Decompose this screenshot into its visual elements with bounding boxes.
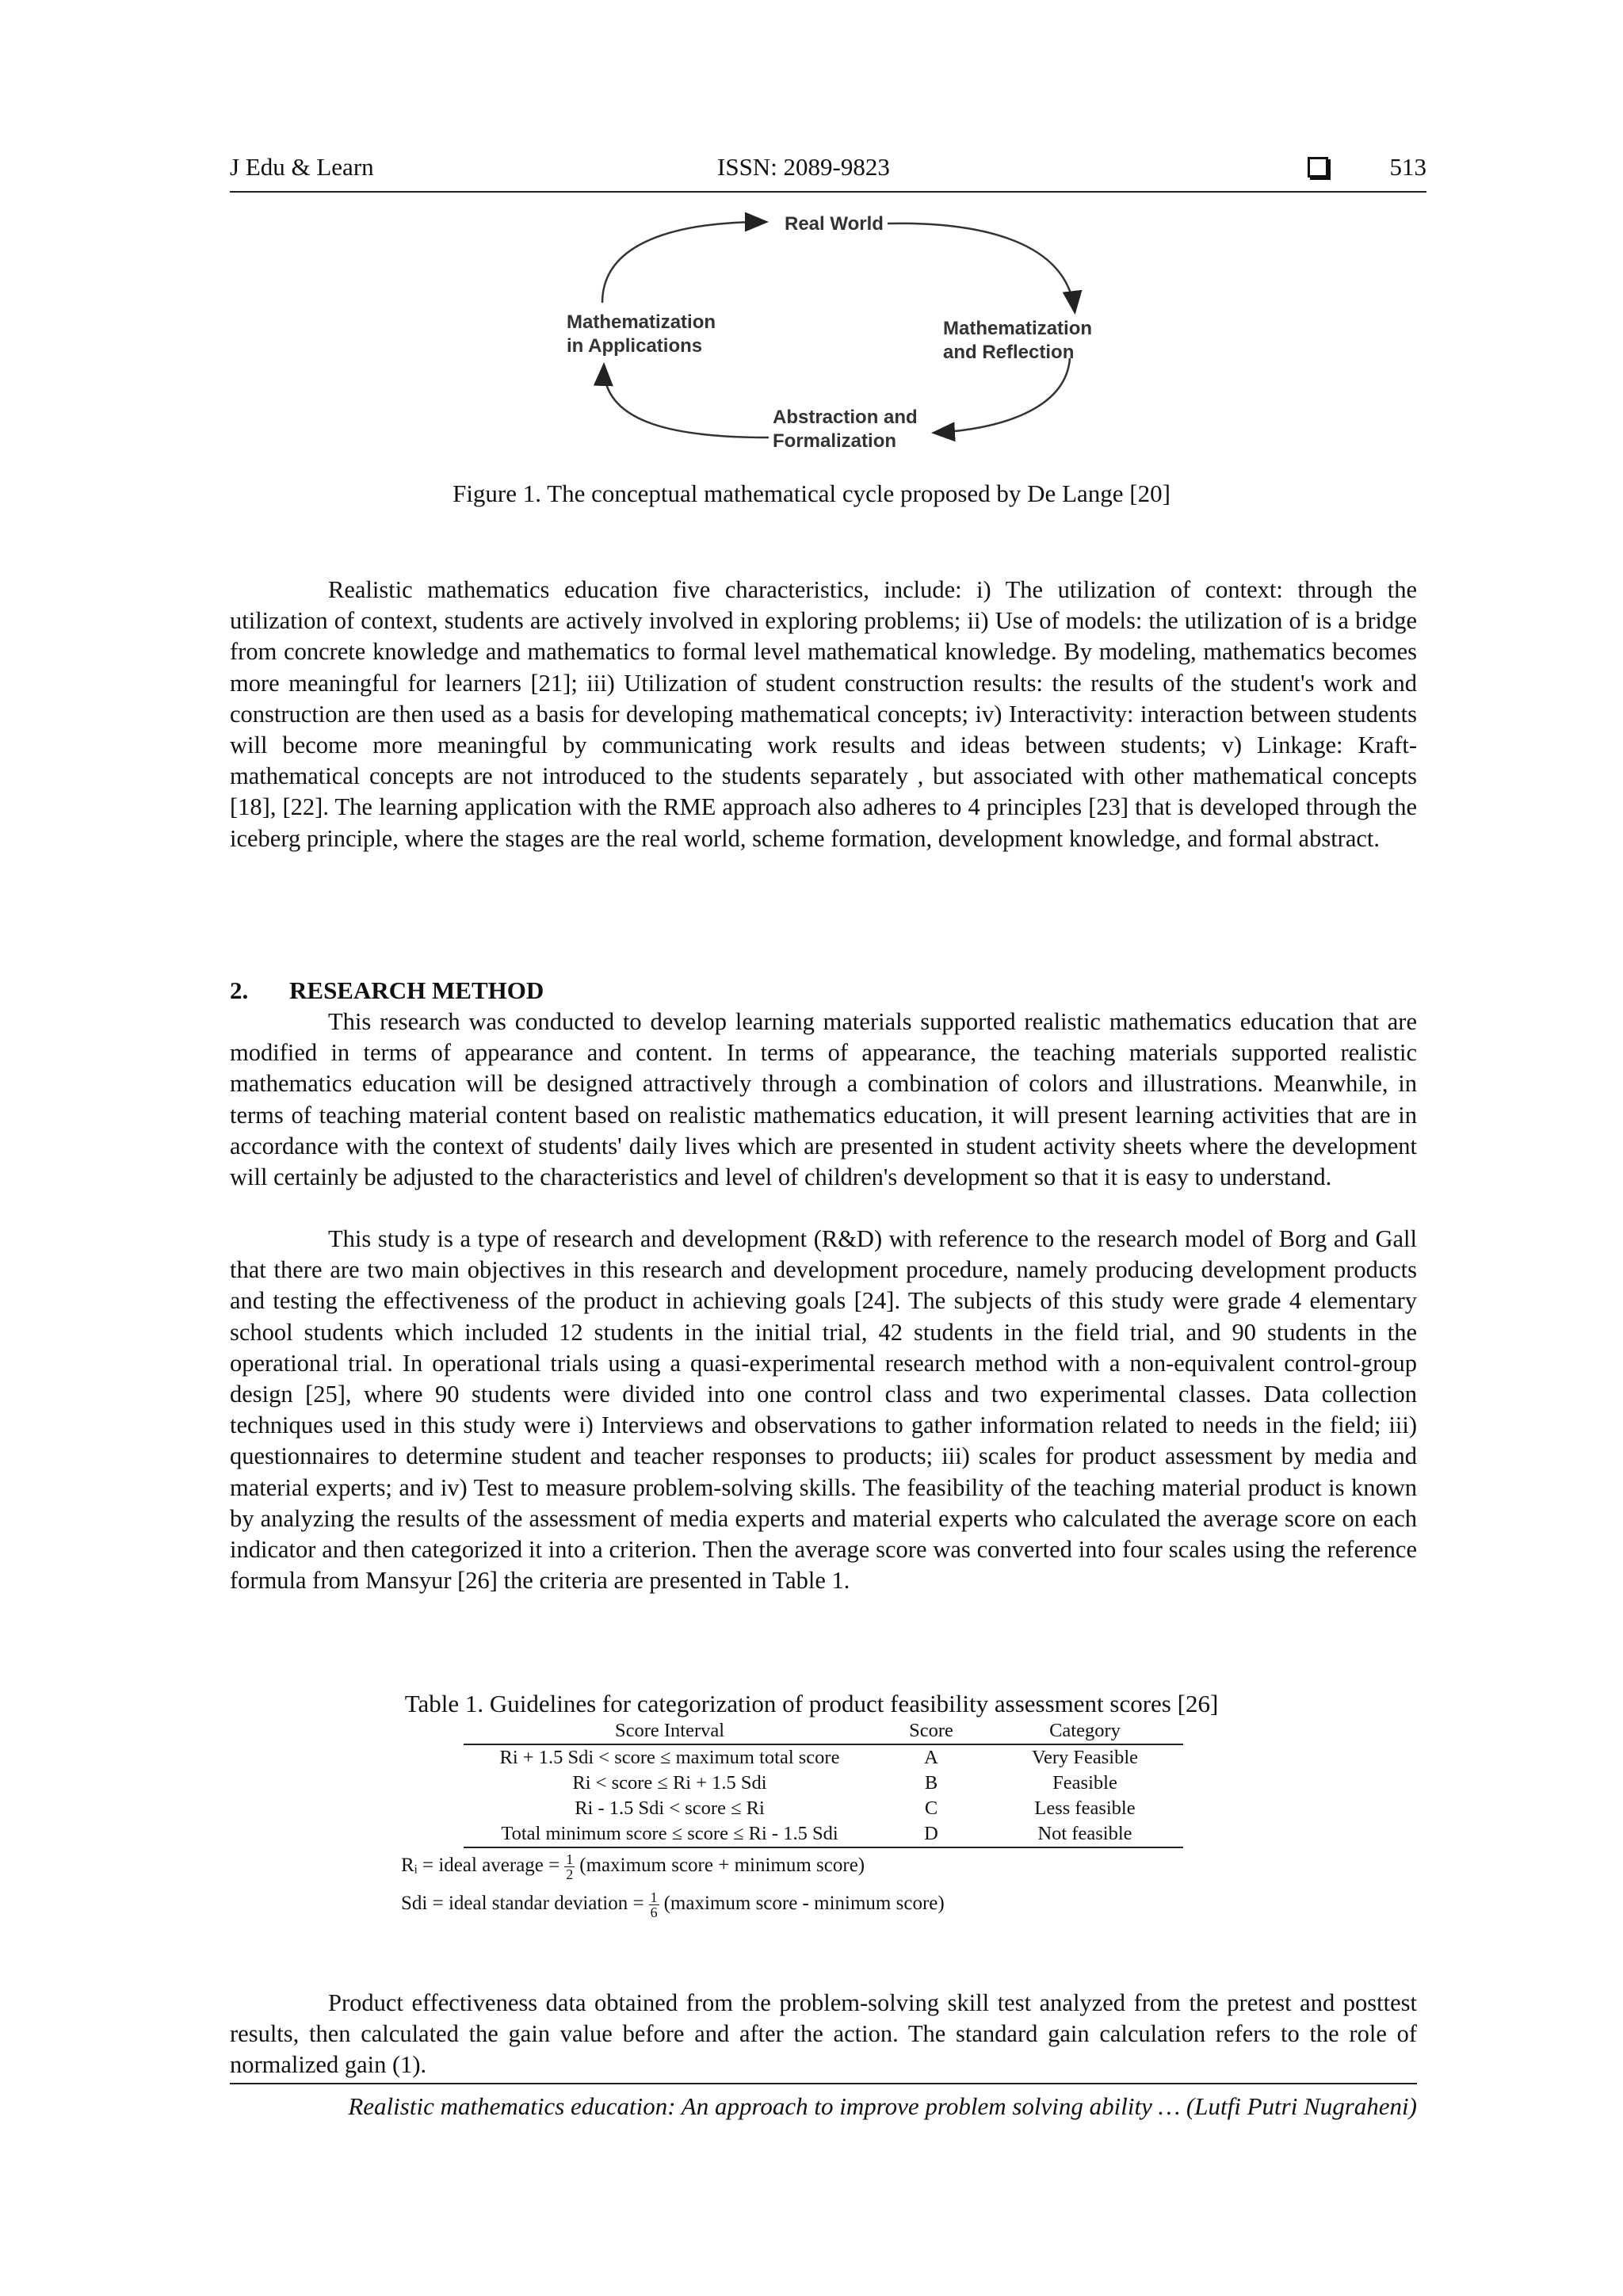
header-score: Score bbox=[876, 1718, 987, 1744]
cell-category: Less feasible bbox=[1034, 1797, 1136, 1819]
note-sdi-formula: (maximum score - minimum score) bbox=[663, 1893, 945, 1915]
fraction-one-sixth bbox=[649, 1890, 659, 1920]
fraction-denominator: 6 bbox=[650, 1904, 658, 1920]
section-heading bbox=[230, 976, 544, 1005]
cell-score: D bbox=[876, 1821, 987, 1847]
fraction-numerator: 1 bbox=[650, 1889, 658, 1905]
node-right-line2: and Reflection bbox=[943, 342, 1075, 363]
fraction-one-half bbox=[564, 1852, 575, 1881]
cell-interval: Total minimum score ≤ score ≤ Ri - 1.5 Sdi bbox=[464, 1821, 876, 1847]
paragraph-effectiveness: Product effectiveness data obtained from the problem-solving skill test analyzed from the pretest and posttest results, then calculated the gain value before and after the action. The standard gain calculation refers to the role of normalized gain (1). bbox=[230, 1989, 1417, 2079]
figure-caption: Figure 1. The conceptual mathematical cycle proposed by De Lange [20] bbox=[453, 479, 1170, 507]
note-ri bbox=[401, 1852, 865, 1881]
header-score-interval: Score Interval bbox=[464, 1718, 876, 1744]
issn: ISSN: 2089-9823 bbox=[717, 153, 890, 181]
cell-interval: Ri - 1.5 Sdi < score ≤ Ri bbox=[575, 1797, 765, 1819]
cell-interval: Ri + 1.5 Sdi < score ≤ maximum total score bbox=[499, 1747, 840, 1768]
paragraph-study: This study is a type of research and development (R&D) with reference to the research model of Borg and Gall that there are two main objectives in this research and development procedure, namely producing development products and testing the effectiveness of the product in achieving goals [24]. The subjects of this study were grade 4 elementary school students which included 12 students in the initial trial, 42 students in the field trial, and 90 students in the operational trial. In operational trials using a quasi-experimental research method with a non-equivalent control-group design [25], where 90 students were divided into one control class and two experimental classes. Data collection techniques used in this study were i) Interviews and observations to gather information related to needs in the field; iii) questionnaires to determine student and teacher responses to products; iii) scales for product assessment by media and material experts; and iv) Test to measure problem-solving skills. The feasibility of the teaching material product is known by analyzing the results of the assessment of media experts and material experts who calculated the average score on each indicator and then categorized it into a criterion. Then the average score was converted into four scales using the reference formula from Mansyur [26] the criteria are presented in Table 1. bbox=[230, 1225, 1417, 1595]
cell-category: Not feasible bbox=[987, 1821, 1183, 1847]
node-right-line1: Mathematization bbox=[943, 318, 1093, 339]
cycle-diagram bbox=[555, 208, 1125, 461]
table-row bbox=[464, 1796, 1183, 1821]
page-number: 513 bbox=[1389, 153, 1426, 181]
cell-score: B bbox=[924, 1772, 938, 1794]
cell-category: Feasible bbox=[1052, 1772, 1117, 1794]
note-sdi-label: Sdi = ideal standar deviation = bbox=[401, 1893, 644, 1915]
section-number: 2. bbox=[230, 976, 249, 1004]
node-real-world: Real World bbox=[785, 213, 884, 235]
header-category: Category bbox=[987, 1718, 1183, 1744]
cell-interval: Ri < score ≤ Ri + 1.5 Sdi bbox=[572, 1772, 767, 1794]
criteria-table bbox=[464, 1718, 1183, 1848]
table-header-row bbox=[464, 1718, 1183, 1744]
node-bottom-line1: Abstraction and bbox=[773, 407, 918, 428]
table-row bbox=[464, 1821, 1183, 1847]
mathematical-cycle-figure bbox=[555, 208, 1125, 461]
section-title: RESEARCH METHOD bbox=[289, 976, 544, 1004]
note-ri-formula: (maximum score + minimum score) bbox=[579, 1855, 865, 1877]
paragraph-method: This research was conducted to develop learning materials supported realistic mathematics education that are modified in terms of appearance and content. In terms of appearance, the teaching materials supported realistic mathematics education will be designed attractively through a combination of colors and illustrations. Meanwhile, in terms of teaching material content based on realistic mathematics education, it will present learning activities that are in accordance with the context of students' daily lives which are presented in student activity sheets where the development will certainly be adjusted to the characteristics and level of children's development so that it is easy to understand. bbox=[230, 1008, 1417, 1191]
table-caption: Table 1. Guidelines for categorization of product feasibility assessment scores [26] bbox=[404, 1690, 1219, 1717]
fraction-denominator: 2 bbox=[566, 1866, 574, 1882]
fraction-numerator: 1 bbox=[566, 1851, 574, 1867]
table-row bbox=[464, 1744, 1183, 1771]
note-ri-label: Rᵢ = ideal average = bbox=[401, 1855, 560, 1877]
paragraph-characteristics: Realistic mathematics education five characteristics, include: i) The utilization of context: through the utilization of context, students are actively involved in exploring problems; ii) Use of models: the utilization of is a bridge from concrete knowledge and mathematics to formal level mathematical knowledge. By modeling, mathematics becomes more meaningful for learners [21]; iii) Utilization of student construction results: the results of the student's work and construction are then used as a basis for developing mathematical concepts; iv) Interactivity: interaction between students will become more meaningful by communicating work results and ideas between students; v) Linkage: Kraft-mathematical concepts are not introduced to the students separately , but associated with other mathematical concepts [18], [22]. The learning application with the RME approach also adheres to 4 principles [23] that is developed through the iceberg principle, where the stages are the real world, scheme formation, development knowledge, and formal abstract. bbox=[230, 576, 1417, 852]
node-left-line2: in Applications bbox=[567, 335, 703, 357]
page-header bbox=[230, 153, 1426, 193]
page-footer: Realistic mathematics education: An approach to improve problem solving ability … (Lutfi Putri Nugraheni) bbox=[230, 2083, 1417, 2121]
cell-score: A bbox=[924, 1747, 938, 1768]
cell-score: C bbox=[924, 1797, 938, 1819]
journal-name: J Edu & Learn bbox=[230, 153, 374, 181]
box-bullet-icon bbox=[1308, 157, 1328, 178]
table-row bbox=[464, 1771, 1183, 1796]
node-left-line1: Mathematization bbox=[567, 311, 716, 333]
note-sdi bbox=[401, 1890, 945, 1920]
node-bottom-line2: Formalization bbox=[773, 430, 897, 452]
cell-category: Very Feasible bbox=[1031, 1747, 1139, 1768]
